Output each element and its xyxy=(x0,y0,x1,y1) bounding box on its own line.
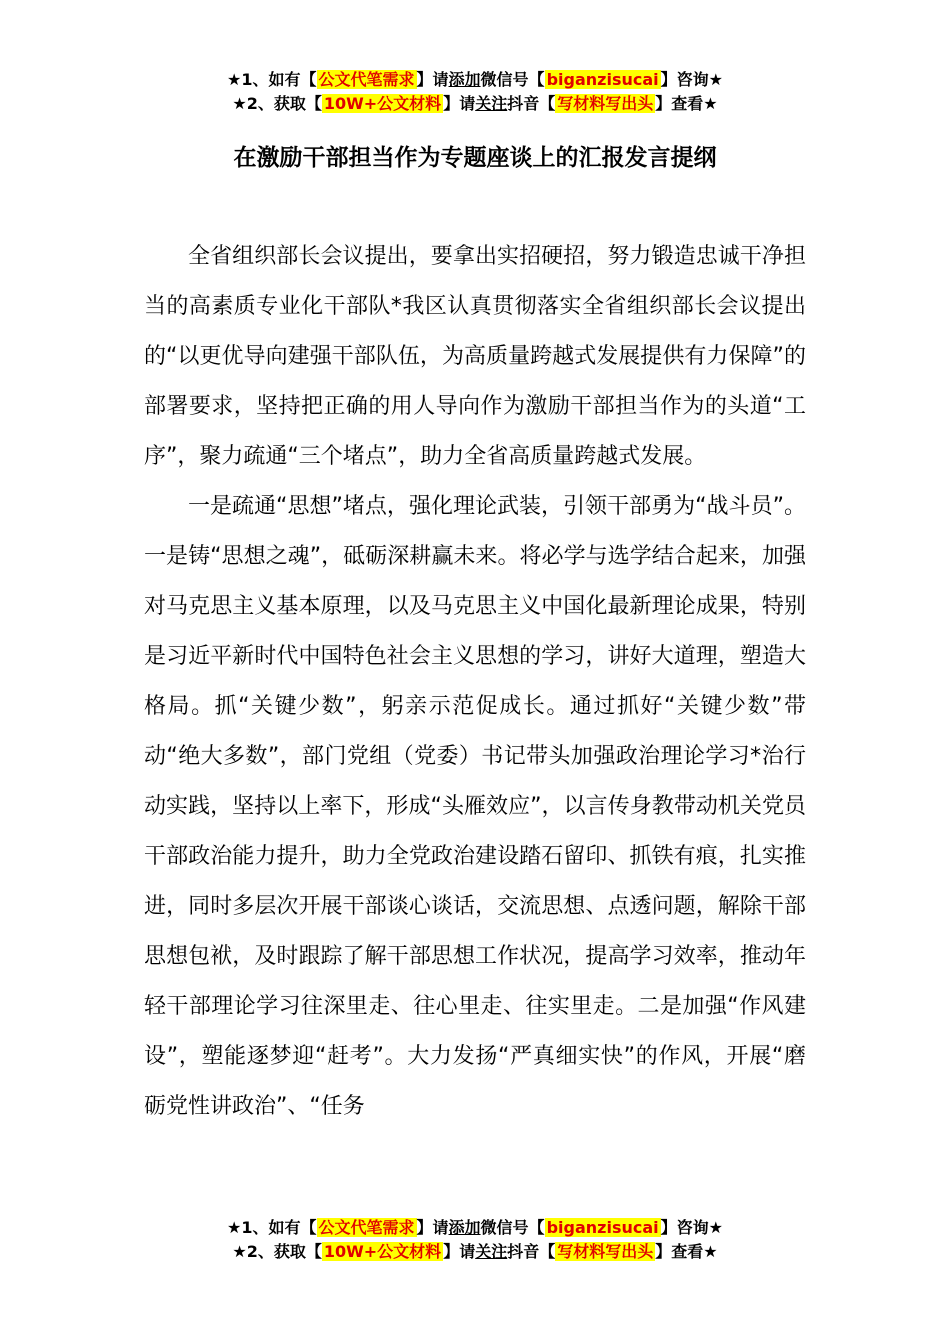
document-body xyxy=(144,232,806,1132)
highlight-douyin-account: 写材料写出头 xyxy=(557,1242,654,1261)
highlight-douyin-account: 写材料写出头 xyxy=(557,94,654,113)
highlight-service: 公文代笔需求 xyxy=(318,1218,415,1237)
highlight-service: 公文代笔需求 xyxy=(318,70,415,89)
header-banner xyxy=(0,68,950,116)
banner-line-2: ★2、获取【 10W+公文材料 】请关注抖音【 写材料写出头 】查看★ xyxy=(232,1242,718,1261)
document-title: 在激励干部担当作为专题座谈上的汇报发言提纲 xyxy=(233,145,717,171)
banner-line-2: ★2、获取【 10W+公文材料 】请关注抖音【 写材料写出头 】查看★ xyxy=(232,94,718,113)
footer-banner xyxy=(0,1216,950,1264)
paragraph: 全省组织部长会议提出，要拿出实招硬招，努力锻造忠诚干净担当的高素质专业化干部队*我区认真贯彻落实全省组织部长会议提出的“以更优导向建强干部队伍，为高质量跨越式发展提供有力保障”的部署要求，坚持把正确的用人导向作为激励干部担当作为的头道“工序”，聚力疏通“三个堵点”，助力全省高质量跨越式发展。 xyxy=(144,244,806,469)
paragraph: 一是疏通“思想”堵点，强化理论武装，引领干部勇为“战斗员”。一是铸“思想之魂”，砥砺深耕赢未来。将必学与选学结合起来，加强对马克思主义基本原理，以及马克思主义中国化最新理论成果，特别是习近平新时代中国特色社会主义思想的学习，讲好大道理，塑造大格局。抓“关键少数”，躬亲示范促成长。通过抓好“关键少数”带动“绝大多数”，部门党组（党委）书记带头加强政治理论学习*治行动实践，坚持以上率下，形成“头雁效应”，以言传身教带动机关党员干部政治能力提升，助力全党政治建设踏石留印、抓铁有痕，扎实推进，同时多层次开展干部谈心谈话，交流思想、点透问题，解除干部思想包袱，及时跟踪了解干部思想工作状况，提高学习效率，推动年轻干部理论学习往深里走、往心里走、往实里走。二是加强“作风建设”，塑能逐梦迎“赶考”。大力发扬“严真细实快”的作风，开展“磨砺党性讲政治”、“任务 xyxy=(144,494,806,1119)
highlight-wechat-id: biganzisucai xyxy=(546,70,659,89)
highlight-wechat-id: biganzisucai xyxy=(546,1218,659,1237)
banner-line-1: ★1、如有【 公文代笔需求 】请添加微信号【 biganzisucai 】咨询★ xyxy=(227,1218,723,1237)
highlight-materials: 10W+公文材料 xyxy=(323,1242,442,1261)
highlight-materials: 10W+公文材料 xyxy=(323,94,442,113)
banner-line-1: ★1、如有【 公文代笔需求 】请添加微信号【 biganzisucai 】咨询★ xyxy=(227,70,723,89)
